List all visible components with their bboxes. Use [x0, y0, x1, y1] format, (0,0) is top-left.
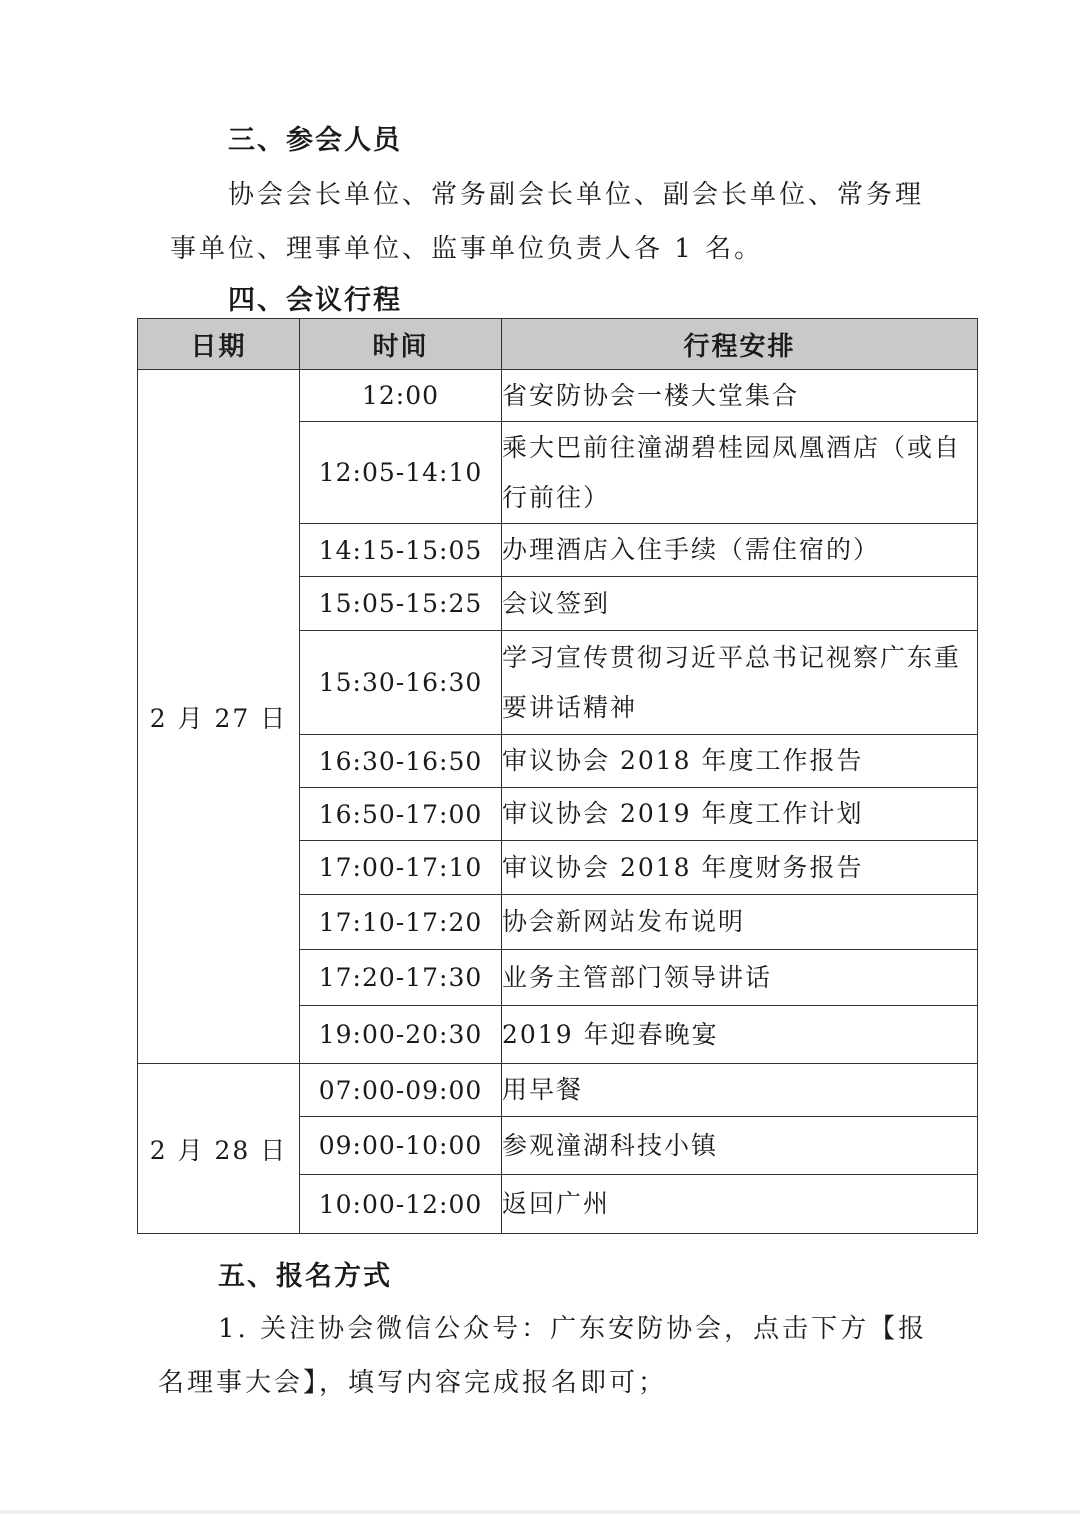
arrangement-cell: 2019 年迎春晚宴 — [502, 1006, 978, 1064]
page-bottom-edge — [0, 1510, 1080, 1514]
time-cell: 12:05-14:10 — [300, 422, 502, 524]
header-time: 时间 — [300, 319, 502, 370]
header-arrangement: 行程安排 — [502, 319, 978, 370]
time-cell: 15:30-16:30 — [300, 631, 502, 735]
time-cell: 15:05-15:25 — [300, 577, 502, 631]
arrangement-cell: 返回广州 — [502, 1175, 978, 1234]
arrangement-cell: 审议协会 2018 年度工作报告 — [502, 735, 978, 788]
time-cell: 10:00-12:00 — [300, 1175, 502, 1234]
date-cell-day2: 2 月 28 日 — [138, 1064, 300, 1234]
arrangement-cell: 办理酒店入住手续（需住宿的） — [502, 524, 978, 577]
time-cell: 07:00-09:00 — [300, 1064, 502, 1117]
section3-heading: 三、参会人员 — [228, 125, 402, 156]
arrangement-cell: 协会新网站发布说明 — [502, 895, 978, 950]
section5-paragraph-line1: 1. 关注协会微信公众号：广东安防协会，点击下方【报 — [218, 1314, 928, 1344]
arrangement-cell: 用早餐 — [502, 1064, 978, 1117]
section3-paragraph-line2: 事单位、理事单位、监事单位负责人各 1 名。 — [170, 234, 764, 264]
table-row — [138, 1064, 978, 1117]
arrangement-cell: 业务主管部门领导讲话 — [502, 950, 978, 1006]
section5-heading: 五、报名方式 — [218, 1261, 392, 1292]
arrangement-cell: 审议协会 2019 年度工作计划 — [502, 788, 978, 841]
arrangement-cell: 参观潼湖科技小镇 — [502, 1117, 978, 1175]
arrangement-cell: 省安防协会一楼大堂集合 — [502, 370, 978, 422]
time-cell: 19:00-20:30 — [300, 1006, 502, 1064]
schedule-table — [137, 318, 978, 1234]
arrangement-cell: 会议签到 — [502, 577, 978, 631]
time-cell: 09:00-10:00 — [300, 1117, 502, 1175]
header-date: 日期 — [138, 319, 300, 370]
time-cell: 16:50-17:00 — [300, 788, 502, 841]
time-cell: 17:00-17:10 — [300, 841, 502, 895]
date-cell-day1: 2 月 27 日 — [138, 370, 300, 1064]
time-cell: 16:30-16:50 — [300, 735, 502, 788]
section4-heading: 四、会议行程 — [228, 285, 402, 316]
time-cell: 17:10-17:20 — [300, 895, 502, 950]
section5-paragraph-line2: 名理事大会】，填写内容完成报名即可； — [158, 1368, 668, 1398]
table-row — [138, 370, 978, 422]
time-cell: 14:15-15:05 — [300, 524, 502, 577]
time-cell: 17:20-17:30 — [300, 950, 502, 1006]
arrangement-cell: 审议协会 2018 年度财务报告 — [502, 841, 978, 895]
arrangement-cell: 学习宣传贯彻习近平总书记视察广东重要讲话精神 — [502, 631, 978, 735]
arrangement-cell: 乘大巴前往潼湖碧桂园凤凰酒店（或自行前往） — [502, 422, 978, 524]
section3-paragraph-line1: 协会会长单位、常务副会长单位、副会长单位、常务理 — [228, 180, 925, 210]
time-cell: 12:00 — [300, 370, 502, 422]
table-header-row — [138, 319, 978, 370]
